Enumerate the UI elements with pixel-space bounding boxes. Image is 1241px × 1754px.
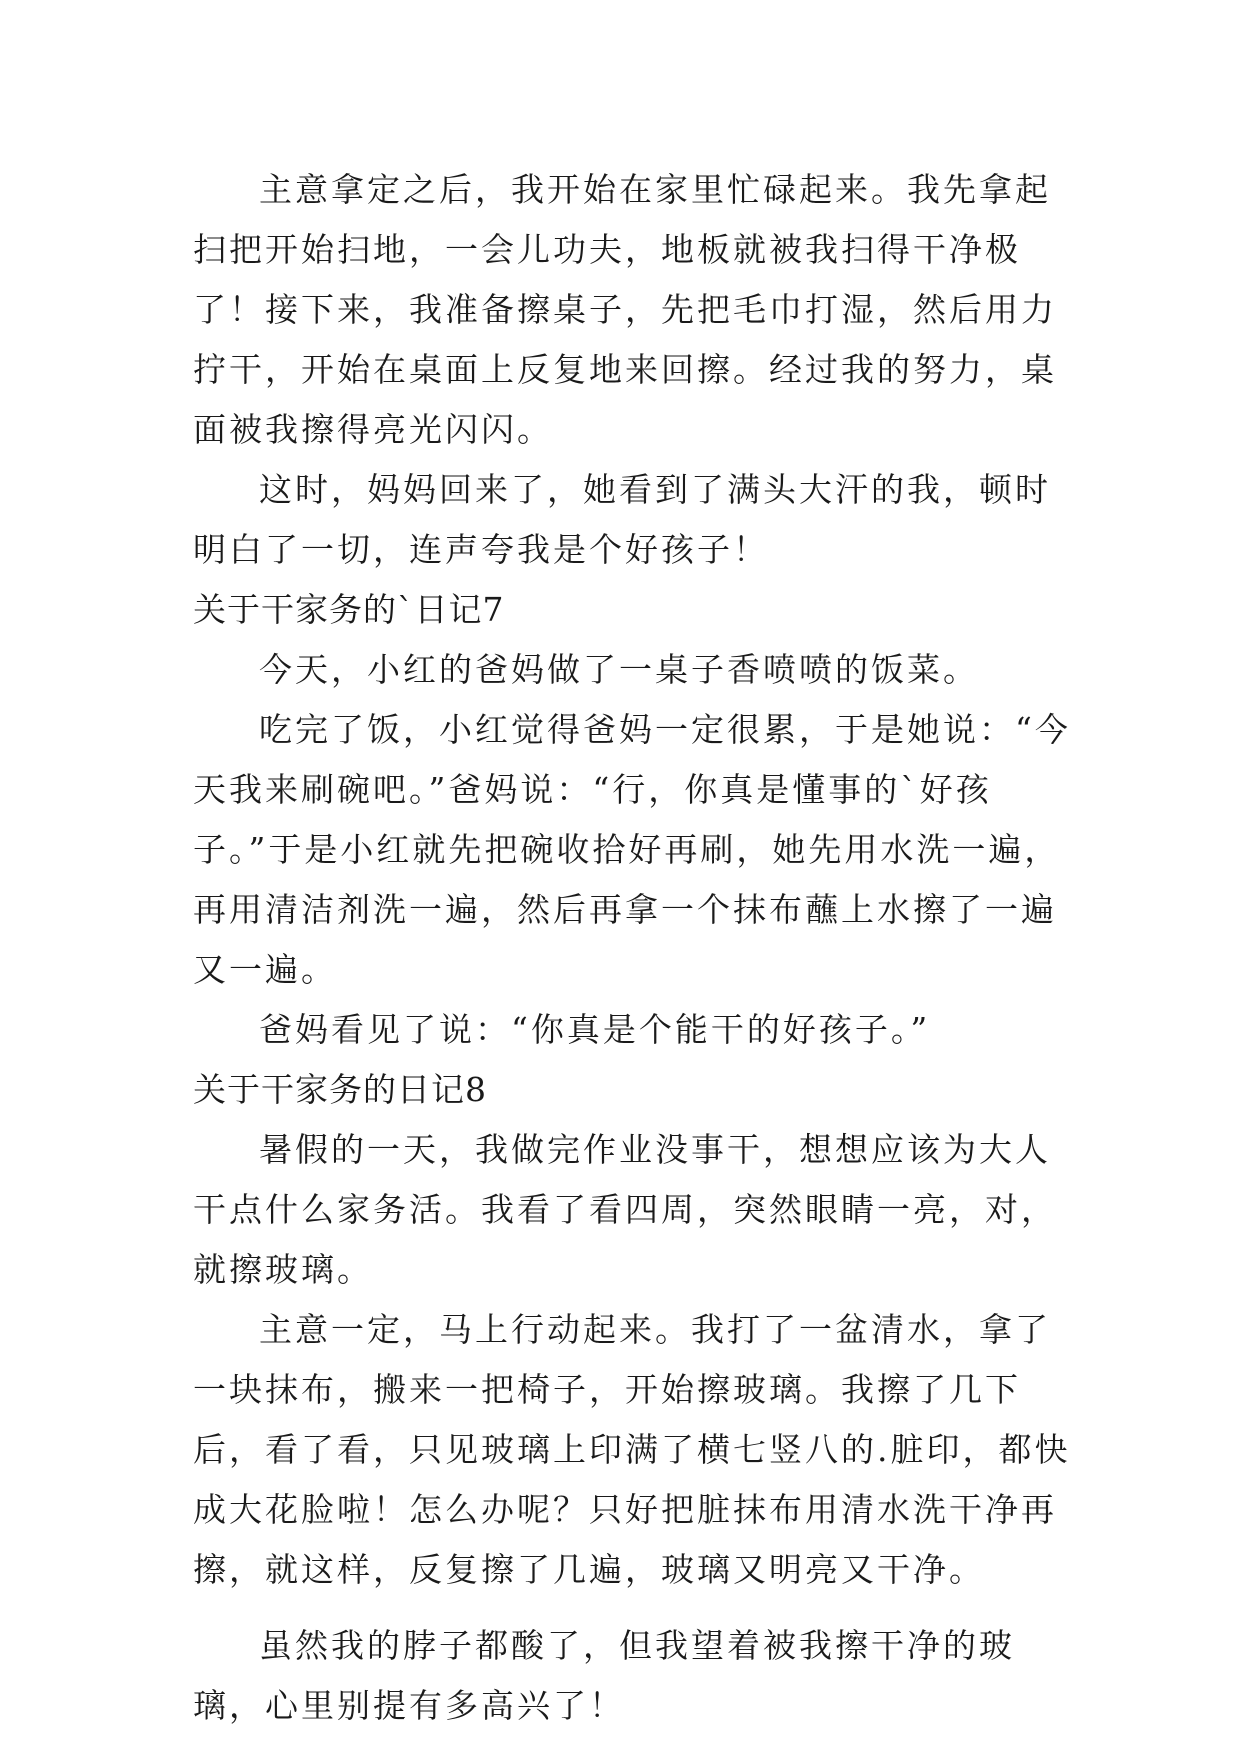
paragraph: 爸妈看见了说：“你真是个能干的好孩子。”	[259, 1010, 931, 1049]
paragraph: 这时，妈妈回来了，她看到了满头大汗的我，顿时明白了一切，连声夸我是个好孩子！	[193, 470, 1051, 569]
paragraph: 虽然我的脖子都酸了，但我望着被我擦干净的玻璃，心里别提有多高兴了！	[193, 1626, 1015, 1725]
paragraph: 暑假的一天，我做完作业没事干，想想应该为大人干点什么家务活。我看了看四周，突然眼睛一亮，对，就擦玻璃。	[193, 1130, 1057, 1289]
paragraph: 主意一定，马上行动起来。我打了一盆清水，拿了一块抹布，搬来一把椅子，开始擦玻璃。我擦了几下后，看了看，只见玻璃上印满了横七竖八的.脏印，都快成大花脸啦！怎么办呢？只好把脏抹布用清水洗干净再擦，就这样，反复擦了几遍，玻璃又明亮又干净。	[193, 1310, 1071, 1589]
paragraph: 主意拿定之后，我开始在家里忙碌起来。我先拿起扫把开始扫地，一会儿功夫，地板就被我扫得干净极了！接下来，我准备擦桌子，先把毛巾打湿，然后用力拧干，开始在桌面上反复地来回擦。经过我的努力，桌面被我擦得亮光闪闪。	[193, 170, 1057, 449]
section-heading: 关于干家务的日记8	[193, 1070, 487, 1109]
paragraph: 吃完了饭，小红觉得爸妈一定很累，于是她说：“今天我来刷碗吧。”爸妈说：“行，你真是懂事的`好孩子。”于是小红就先把碗收拾好再刷，她先用水洗一遍，再用清洁剂洗一遍，然后再拿一个抹布蘸上水擦了一遍又一遍。	[193, 710, 1071, 989]
paragraph: 今天，小红的爸妈做了一桌子香喷喷的饭菜。	[259, 650, 979, 689]
document-body	[193, 160, 1073, 1736]
section-heading: 关于干家务的`日记7	[193, 590, 505, 629]
